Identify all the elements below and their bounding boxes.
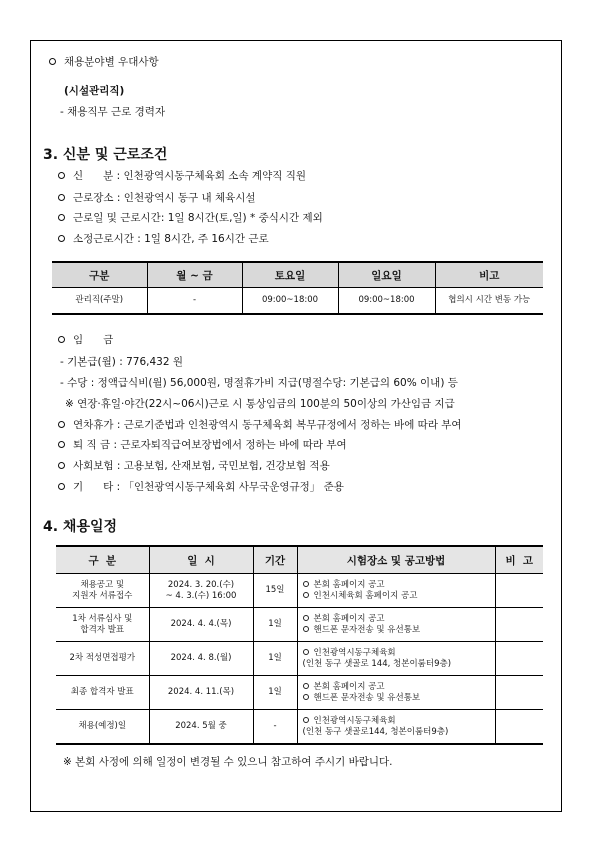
circle-bullet-icon — [49, 58, 56, 65]
table-header-cell: 월 ~ 금 — [147, 262, 242, 288]
circle-bullet-icon — [303, 717, 309, 723]
circle-bullet-icon — [58, 483, 65, 490]
circle-bullet-icon — [303, 581, 309, 587]
preference-subheading: (시설관리직) — [64, 85, 125, 97]
table-header-cell: 구 분 — [56, 546, 149, 574]
table-cell: 인천광역시동구체육회 (인천 동구 샛골로144, 청본이룸터9층) — [297, 710, 495, 745]
table-header-cell: 비고 — [435, 262, 543, 288]
circle-bullet-icon — [303, 649, 309, 655]
condition-item: 사회보험 : 고용보험, 산재보험, 국민보험, 건강보험 적용 — [58, 459, 330, 473]
table-cell — [495, 642, 543, 676]
table-header-cell: 구분 — [52, 262, 147, 288]
schedule-table — [56, 545, 543, 745]
table-cell: - — [147, 288, 242, 315]
wage-line: - 수당 : 정액급식비(월) 56,000원, 명절휴가비 지급(명절수당: 기본급의 60% 이내) 등 — [60, 377, 458, 389]
condition-item: 연차휴가 : 근로기준법과 인천광역시 동구체육회 복무규정에서 정하는 바에 따라 부여 — [58, 418, 462, 432]
condition-item: 신 분 : 인천광역시동구체육회 소속 계약직 직원 — [58, 169, 306, 183]
table-header-cell: 일요일 — [338, 262, 435, 288]
table-row — [56, 574, 543, 608]
circle-bullet-icon — [58, 214, 65, 221]
table-cell: 본회 홈페이지 공고 핸드폰 문자전송 및 유선통보 — [297, 676, 495, 710]
condition-item: 근로장소 : 인천광역시 동구 내 체육시설 — [58, 191, 256, 205]
condition-item: 소정근로시간 : 1일 8시간, 주 16시간 근로 — [58, 232, 269, 246]
table-cell: - — [253, 710, 297, 745]
table-header-cell: 기간 — [253, 546, 297, 574]
table-row — [52, 288, 543, 315]
table-cell — [495, 710, 543, 745]
table-cell: 2024. 5월 중 — [149, 710, 253, 745]
table-cell: 1일 — [253, 676, 297, 710]
table-cell: 2차 적성면접평가 — [56, 642, 149, 676]
table-cell: 채용(예정)일 — [56, 710, 149, 745]
table-cell: 협의시 시간 변동 가능 — [435, 288, 543, 315]
table-cell: 09:00~18:00 — [242, 288, 338, 315]
table-header-cell: 비 고 — [495, 546, 543, 574]
table-row — [56, 608, 543, 642]
table-row — [56, 676, 543, 710]
condition-item: 근로일 및 근로시간: 1일 8시간(토,일) * 중식시간 제외 — [58, 211, 323, 225]
circle-bullet-icon — [303, 615, 309, 621]
table-cell: 1일 — [253, 608, 297, 642]
table-header-row — [52, 262, 543, 288]
wage-heading: 임 금 — [58, 333, 113, 347]
work-hours-table — [52, 261, 543, 315]
table-row — [56, 710, 543, 745]
table-cell — [495, 608, 543, 642]
wage-line: - 기본급(월) : 776,432 원 — [60, 356, 184, 368]
table-cell: 채용공고 및 지원자 서류접수 — [56, 574, 149, 608]
circle-bullet-icon — [58, 336, 65, 343]
table-cell: 09:00~18:00 — [338, 288, 435, 315]
table-cell: 1일 — [253, 642, 297, 676]
table-cell: 2024. 4. 8.(월) — [149, 642, 253, 676]
table-header-row — [56, 546, 543, 574]
table-header-cell: 토요일 — [242, 262, 338, 288]
circle-bullet-icon — [303, 592, 309, 598]
circle-bullet-icon — [303, 683, 309, 689]
circle-bullet-icon — [58, 172, 65, 179]
table-cell: 최종 합격자 발표 — [56, 676, 149, 710]
table-cell: 15일 — [253, 574, 297, 608]
condition-item: 기 타 : 「인천광역시동구체육회 사무국운영규정」 준용 — [58, 480, 344, 494]
table-cell: 2024. 4. 4.(목) — [149, 608, 253, 642]
table-row — [56, 642, 543, 676]
section-4-title: 4. 채용일정 — [43, 519, 118, 535]
condition-item: 퇴 직 금 : 근로자퇴직급여보장법에서 정하는 바에 따라 부여 — [58, 438, 347, 452]
table-cell: 인천광역시동구체육회 (인천 동구 샛골로 144, 청본이룸터9층) — [297, 642, 495, 676]
table-cell: 본회 홈페이지 공고 핸드폰 문자전송 및 유선통보 — [297, 608, 495, 642]
table-cell: 2024. 4. 11.(목) — [149, 676, 253, 710]
table-cell — [495, 676, 543, 710]
preference-heading: 채용분야별 우대사항 — [49, 55, 159, 69]
table-header-cell: 일 시 — [149, 546, 253, 574]
wage-note: ※ 연장·휴일·야간(22시~06시)근로 시 통상임금의 100분의 50이상의 가산임금 지급 — [65, 398, 455, 410]
section-3-title: 3. 신분 및 근로조건 — [43, 147, 168, 163]
circle-bullet-icon — [58, 441, 65, 448]
circle-bullet-icon — [303, 626, 309, 632]
table-cell: 본회 홈페이지 공고 인천시체육회 홈페이지 공고 — [297, 574, 495, 608]
circle-bullet-icon — [58, 194, 65, 201]
circle-bullet-icon — [58, 462, 65, 469]
circle-bullet-icon — [58, 421, 65, 428]
table-header-cell: 시험장소 및 공고방법 — [297, 546, 495, 574]
preference-item: - 채용직무 근로 경력자 — [60, 106, 166, 118]
circle-bullet-icon — [303, 694, 309, 700]
circle-bullet-icon — [58, 235, 65, 242]
table-cell: 관리직(주말) — [52, 288, 147, 315]
table-cell: 2024. 3. 20.(수) ~ 4. 3.(수) 16:00 — [149, 574, 253, 608]
schedule-note: ※ 본회 사정에 의해 일정이 변경될 수 있으니 참고하여 주시기 바랍니다. — [63, 756, 393, 768]
table-cell — [495, 574, 543, 608]
table-cell: 1차 서류심사 및 합격자 발표 — [56, 608, 149, 642]
